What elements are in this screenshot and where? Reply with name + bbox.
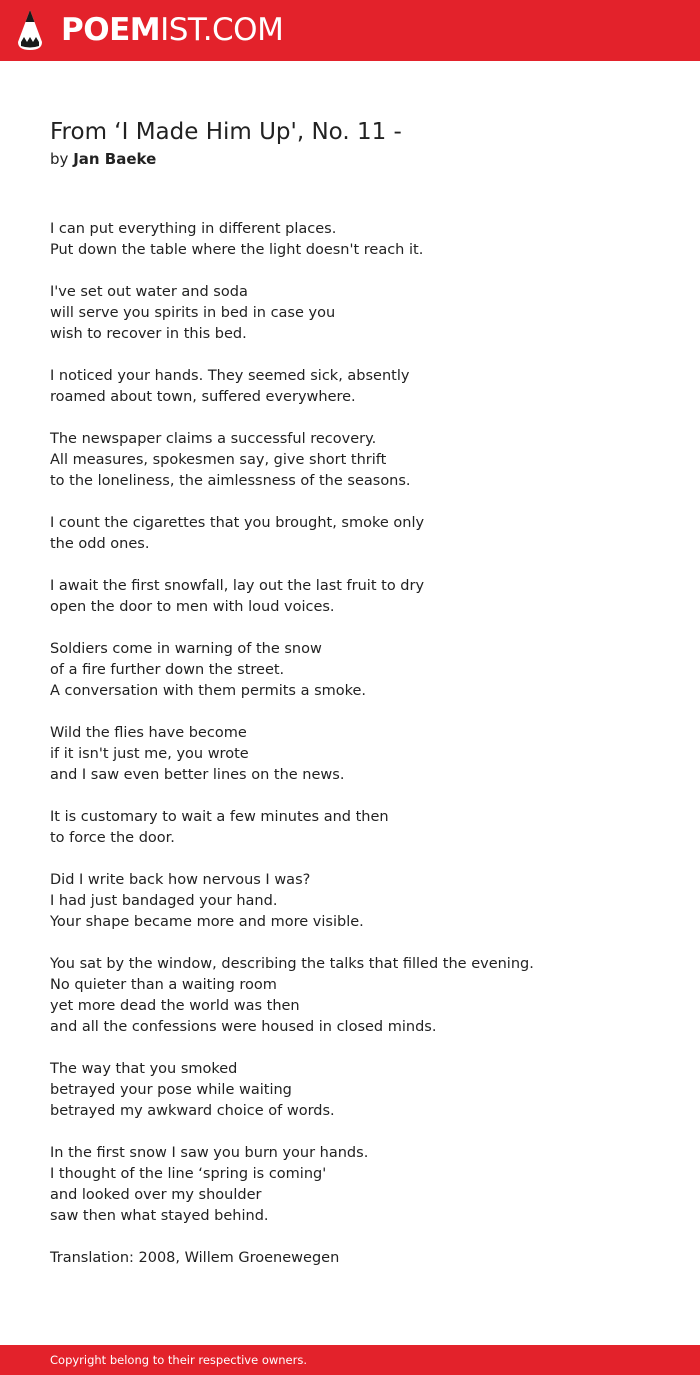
poem-line: Soldiers come in warning of the snow xyxy=(50,641,322,657)
poem-line: saw then what stayed behind. xyxy=(50,1208,269,1224)
poem-line: to force the door. xyxy=(50,830,175,846)
stanza xyxy=(50,429,670,492)
pencil-tip-icon[interactable] xyxy=(17,9,43,51)
logo-light-text: IST.COM xyxy=(160,12,284,48)
stanza xyxy=(50,576,670,618)
stanza xyxy=(50,366,670,408)
poem-line: yet more dead the world was then xyxy=(50,998,300,1014)
poem-line: roamed about town, suffered everywhere. xyxy=(50,389,356,405)
site-logo[interactable] xyxy=(61,12,283,48)
logo-bold-text: POEM xyxy=(61,12,161,48)
poem-line: betrayed your pose while waiting xyxy=(50,1082,292,1098)
poem-title: From ‘I Made Him Up', No. 11 - xyxy=(50,119,402,145)
by-label: by xyxy=(50,150,69,168)
poem-line: No quieter than a waiting room xyxy=(50,977,277,993)
poem-line: I had just bandaged your hand. xyxy=(50,893,278,909)
poem-line: if it isn't just me, you wrote xyxy=(50,746,249,762)
poem-line: I await the first snowfall, lay out the last fruit to dry xyxy=(50,578,425,594)
poem-line: It is customary to wait a few minutes and then xyxy=(50,809,389,825)
poem-line: All measures, spokesmen say, give short thrift xyxy=(50,452,387,468)
poem-body xyxy=(50,219,670,1290)
poem-line: I thought of the line ‘spring is coming' xyxy=(50,1166,327,1182)
site-footer xyxy=(0,1345,700,1375)
poem-line: I can put everything in different places. xyxy=(50,221,337,237)
poem-line: and I saw even better lines on the news. xyxy=(50,767,345,783)
copyright-notice: Copyright belong to their respective owners. xyxy=(50,1353,308,1367)
poem-line: Translation: 2008, Willem Groenewegen xyxy=(50,1250,340,1266)
poem-line: the odd ones. xyxy=(50,536,150,552)
poem-line: The way that you smoked xyxy=(50,1061,238,1077)
poem-line: betrayed my awkward choice of words. xyxy=(50,1103,335,1119)
byline xyxy=(50,148,156,170)
stanza xyxy=(50,639,670,702)
poem-line: Your shape became more and more visible. xyxy=(50,914,364,930)
stanza xyxy=(50,282,670,345)
poem-line: to the loneliness, the aimlessness of the seasons. xyxy=(50,473,411,489)
poem-line: Did I write back how nervous I was? xyxy=(50,872,311,888)
stanza xyxy=(50,807,670,849)
poem-line: and looked over my shoulder xyxy=(50,1187,262,1203)
poem-line: The newspaper claims a successful recovery. xyxy=(50,431,377,447)
stanza xyxy=(50,1059,670,1122)
poem-line: A conversation with them permits a smoke. xyxy=(50,683,367,699)
poem-line: wish to recover in this bed. xyxy=(50,326,247,342)
poem-line: I noticed your hands. They seemed sick, absently xyxy=(50,368,410,384)
poem-line: will serve you spirits in bed in case you xyxy=(50,305,336,321)
poem-line: open the door to men with loud voices. xyxy=(50,599,335,615)
poem-line: Wild the flies have become xyxy=(50,725,247,741)
poem-line: You sat by the window, describing the talks that filled the evening. xyxy=(50,956,534,972)
stanza xyxy=(50,1143,670,1227)
stanza xyxy=(50,954,670,1038)
stanza xyxy=(50,1248,670,1269)
site-header xyxy=(0,0,700,61)
poem-line: I count the cigarettes that you brought, smoke only xyxy=(50,515,425,531)
stanza xyxy=(50,723,670,786)
poem-line: of a fire further down the street. xyxy=(50,662,285,678)
poem-line: Put down the table where the light doesn't reach it. xyxy=(50,242,424,258)
stanza xyxy=(50,870,670,933)
stanza xyxy=(50,219,670,261)
poem-line: I've set out water and soda xyxy=(50,284,248,300)
poem-line: In the first snow I saw you burn your hands. xyxy=(50,1145,369,1161)
author-name: Jan Baeke xyxy=(73,150,157,168)
stanza xyxy=(50,513,670,555)
poem-line: and all the confessions were housed in closed minds. xyxy=(50,1019,437,1035)
